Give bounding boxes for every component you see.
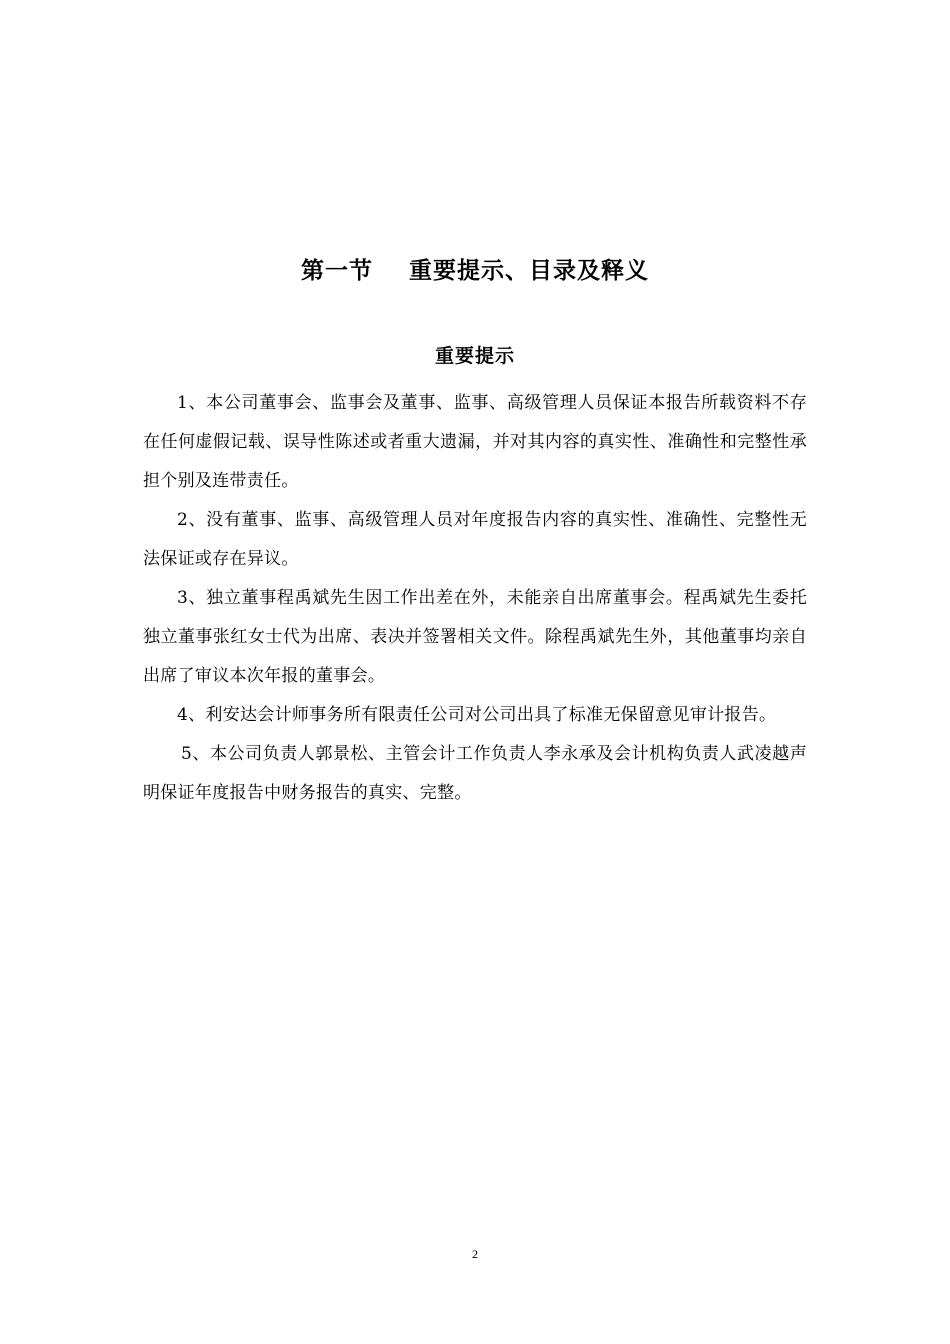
notice-body [143,384,807,813]
important-notice-heading: 重要提示 [434,345,515,367]
section-title: 第一节 重要提示、目录及释义 [300,258,650,284]
notice-paragraph-1: 1、本公司董事会、监事会及董事、监事、高级管理人员保证本报告所载资料不存在任何虚假记载、误导性陈述或者重大遗漏，并对其内容的真实性、准确性和完整性承担个别及连带责任。 [143,393,807,491]
notice-paragraph-2: 2、没有董事、监事、高级管理人员对年度报告内容的真实性、准确性、完整性无法保证或存在异议。 [143,510,807,569]
notice-paragraph-4: 4、利安达会计师事务所有限责任公司对公司出具了标准无保留意见审计报告。 [177,705,777,725]
notice-paragraph-3: 3、独立董事程禹斌先生因工作出差在外，未能亲自出席董事会。程禹斌先生委托独立董事张红女士代为出席、表决并签署相关文件。除程禹斌先生外，其他董事均亲自出席了审议本次年报的董事会。 [143,588,807,686]
page-number: 2 [472,1247,478,1261]
notice-paragraph-5: 5、本公司负责人郭景松、主管会计工作负责人李永承及会计机构负责人武凌越声明保证年度报告中财务报告的真实、完整。 [143,744,807,803]
